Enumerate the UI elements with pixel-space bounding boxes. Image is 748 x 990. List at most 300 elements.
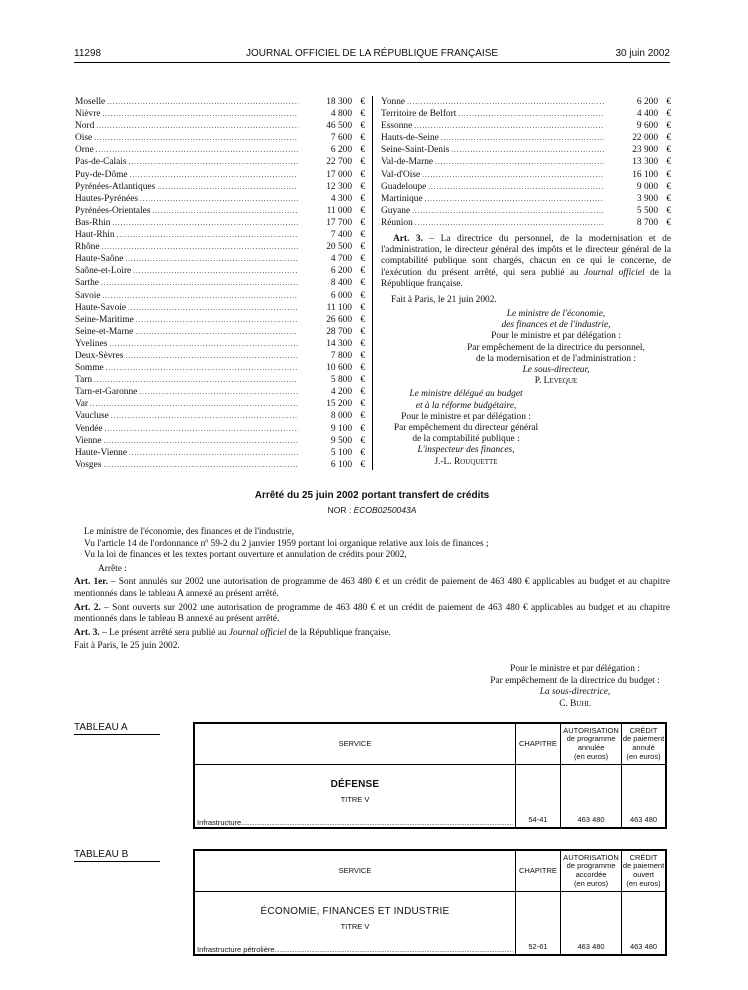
department-name: Savoie — [75, 290, 101, 301]
amount-row — [381, 181, 671, 193]
amount-value: 6 200 — [636, 97, 658, 107]
header-service: SERVICE — [194, 850, 515, 892]
amount-row — [381, 120, 671, 132]
titre-label: TITRE V — [340, 922, 370, 931]
dot-leader — [415, 217, 604, 229]
dot-leader — [153, 205, 299, 217]
dot-leader — [125, 350, 298, 362]
header-autorisation-l1: AUTORISATION — [563, 725, 619, 735]
currency-unit: € — [360, 350, 365, 361]
dot-leader — [96, 144, 298, 156]
decree-minister: Le ministre de l'économie, des finances et de l'industrie, — [84, 527, 295, 537]
amount-value: 9 600 — [636, 121, 658, 132]
currency-unit: € — [360, 363, 365, 374]
dot-leader — [129, 447, 298, 459]
dot-leader — [90, 398, 298, 410]
dot-leader — [104, 435, 298, 447]
nor-reference — [74, 505, 670, 515]
amount-value: 4 800 — [330, 109, 352, 120]
tableau-b — [193, 849, 667, 956]
decree-signatory-name: C. Buhl — [559, 698, 591, 709]
amount-value: 7 800 — [330, 350, 352, 361]
amount-row — [381, 217, 671, 229]
amount-row — [75, 459, 365, 471]
department-name: Seine-et-Marne — [75, 326, 134, 337]
amount-row — [75, 229, 365, 241]
amount-value: 8 400 — [330, 278, 352, 289]
amount-value: 13 300 — [632, 157, 658, 168]
department-name: Val-d'Oise — [381, 169, 421, 180]
dot-leader — [407, 96, 604, 108]
currency-unit: € — [666, 109, 671, 120]
department-name: Pyrénées-Atlantiques — [75, 181, 156, 192]
department-name: Vosges — [75, 459, 102, 470]
tableau-a — [193, 722, 667, 829]
header-chapitre: CHAPITRE — [515, 850, 560, 892]
dot-leader — [130, 169, 298, 181]
dot-leader — [136, 314, 298, 326]
currency-unit: € — [360, 375, 365, 386]
currency-unit: € — [360, 447, 365, 458]
dot-leader — [428, 181, 604, 193]
journal-title: JOURNAL OFFICIEL DE LA RÉPUBLIQUE FRANÇAISE — [245, 48, 499, 59]
department-name: Territoire de Belfort — [381, 109, 457, 120]
currency-unit: € — [666, 217, 671, 228]
amount-row — [75, 362, 365, 374]
amount-row — [75, 193, 365, 205]
decree-impediment: Par empêchement de la directrice du budget : — [490, 675, 660, 686]
dot-leader — [412, 205, 604, 217]
minister-delegate-title-2: et à la réforme budgétaire, — [415, 400, 517, 411]
right-column — [381, 96, 671, 468]
dot-leader — [451, 144, 604, 156]
header-credit-l3: ouvert — [633, 870, 654, 879]
department-name: Tarn-et-Garonne — [75, 387, 138, 398]
department-name: Hauts-de-Seine — [381, 133, 439, 144]
amount-row — [75, 205, 365, 217]
currency-unit: € — [360, 423, 365, 434]
dot-leader — [103, 290, 298, 302]
chapitre-value: 54-41 — [515, 765, 560, 829]
header-rule — [74, 62, 670, 63]
amount-value: 6 200 — [330, 266, 352, 277]
amount-value: 5 800 — [330, 375, 352, 386]
credit-value: 463 480 — [622, 892, 666, 956]
amount-value: 10 600 — [326, 363, 352, 374]
amount-value: 4 300 — [330, 193, 352, 204]
amount-row — [75, 338, 365, 350]
amount-row — [381, 108, 671, 120]
section-title: DÉFENSE — [330, 779, 380, 790]
decree-signature — [440, 664, 710, 710]
decree-body — [74, 527, 671, 653]
service-line-label: Infrastructure — [197, 818, 242, 827]
credit-value: 463 480 — [622, 765, 666, 829]
amount-value: 6 200 — [330, 145, 352, 156]
dot-leader — [125, 253, 298, 265]
amount-value: 5 500 — [636, 205, 658, 216]
currency-unit: € — [360, 157, 365, 168]
currency-unit: € — [360, 193, 365, 204]
amount-row — [381, 205, 671, 217]
amount-row — [75, 132, 365, 144]
dot-leader — [96, 120, 298, 132]
dot-leader — [103, 108, 298, 120]
journal-reference: Journal officiel — [584, 267, 645, 278]
impediment-line-3: Par empêchement du directeur général — [393, 423, 539, 434]
decree-article-2 — [74, 603, 670, 626]
dot-leader — [105, 423, 298, 435]
department-name: Yonne — [381, 97, 406, 107]
nor-code: ECOB0250043A — [353, 505, 417, 515]
dot-leader — [107, 96, 298, 108]
department-name: Seine-Maritime — [75, 314, 134, 325]
amount-value: 4 200 — [330, 387, 352, 398]
dot-leader — [133, 265, 298, 277]
decree-title: Arrêté du 25 juin 2002 portant transfert de crédits — [254, 490, 490, 501]
article-text-end: de la République française. — [381, 267, 671, 289]
amount-row — [75, 120, 365, 132]
currency-unit: € — [666, 133, 671, 144]
amount-row — [75, 265, 365, 277]
currency-unit: € — [360, 411, 365, 422]
signature-block-2 — [381, 389, 551, 467]
department-name: Saône-et-Loire — [75, 266, 132, 277]
signatory-name-2: J.-L. Rouquette — [434, 456, 498, 467]
currency-unit: € — [360, 302, 365, 313]
amount-row — [381, 193, 671, 205]
decree-arrete: Arrête : — [98, 563, 127, 574]
impediment-line-4: de la comptabilité publique : — [412, 434, 520, 445]
currency-unit: € — [360, 278, 365, 289]
department-name: Rhône — [75, 242, 100, 253]
currency-unit: € — [666, 169, 671, 180]
header-chapitre: CHAPITRE — [515, 723, 560, 765]
dot-leader — [111, 410, 298, 422]
dot-leader — [109, 338, 298, 350]
article-3-first-decree — [381, 234, 671, 290]
dot-leader — [103, 459, 298, 471]
signatory-title: Le sous-directeur, — [522, 365, 590, 376]
amount-value: 22 700 — [326, 157, 352, 168]
currency-unit: € — [360, 145, 365, 156]
amount-value: 16 100 — [632, 169, 658, 180]
amount-row — [75, 96, 365, 108]
amount-row — [381, 96, 671, 108]
amount-row — [75, 253, 365, 265]
department-name: Nord — [75, 121, 95, 132]
amount-value: 11 000 — [326, 205, 352, 216]
dot-leader — [414, 120, 604, 132]
currency-unit: € — [360, 459, 365, 470]
amount-value: 3 900 — [636, 193, 658, 204]
department-name: Vaucluse — [75, 411, 109, 422]
currency-unit: € — [666, 181, 671, 192]
autorisation-value: 463 480 — [561, 892, 622, 956]
department-name: Bas-Rhin — [75, 217, 111, 228]
amount-row — [75, 290, 365, 302]
header-autorisation-l2: de programme — [566, 734, 616, 744]
header-credit-l1: CRÉDIT — [629, 725, 658, 735]
currency-unit: € — [360, 290, 365, 301]
right-amounts-list — [381, 96, 671, 229]
header-credit — [622, 723, 666, 765]
department-name: Val-de-Marne — [381, 157, 434, 168]
amount-row — [75, 169, 365, 181]
amount-row — [381, 132, 671, 144]
amount-row — [75, 217, 365, 229]
amount-row — [75, 374, 365, 386]
amount-value: 6 000 — [330, 290, 352, 301]
department-name: Somme — [75, 363, 104, 374]
header-autorisation-l2: de programme — [566, 861, 616, 871]
journal-reference-2: Journal officiel — [228, 627, 287, 638]
currency-unit: € — [360, 205, 365, 216]
minister-title-2: des finances et de l'industrie, — [501, 320, 611, 331]
amount-row — [381, 169, 671, 181]
service-cell — [194, 892, 515, 956]
currency-unit: € — [360, 314, 365, 325]
header-credit-l4: (en euros) — [626, 751, 661, 761]
decree-signatory-title: La sous-directrice, — [539, 687, 611, 698]
department-name: Var — [75, 399, 89, 410]
amount-value: 5 100 — [330, 447, 352, 458]
minister-title: Le ministre de l'économie, — [506, 309, 606, 320]
department-name: Deux-Sèvres — [75, 350, 124, 361]
amount-row — [75, 435, 365, 447]
service-line — [195, 818, 515, 827]
currency-unit: € — [360, 109, 365, 120]
impediment-line: Par empêchement de la directrice du personnel, — [467, 342, 645, 353]
dot-leader — [135, 326, 298, 338]
amount-row — [75, 277, 365, 289]
department-name: Tarn — [75, 375, 93, 386]
amount-value: 20 500 — [326, 242, 352, 253]
tableau-b-label: TABLEAU B — [74, 849, 160, 862]
amount-value: 6 100 — [330, 459, 352, 470]
department-name: Pas-de-Calais — [75, 157, 127, 168]
amount-row — [75, 447, 365, 459]
amount-row — [75, 410, 365, 422]
currency-unit: € — [360, 242, 365, 253]
department-name: Essonne — [381, 121, 413, 132]
header-autorisation-l4: (en euros) — [573, 878, 609, 888]
article-text: – La directrice du personnel, de la modernisation et de l'administration, le directeur général des impôts et le directeur général de la comptabilité publique sont chargés, chacun en ce qui le concerne, de l'exécution du présent arrêté, qui sera publié au — [381, 234, 671, 278]
department-name: Nièvre — [75, 109, 101, 120]
department-name: Pyrénées-Orientales — [75, 205, 151, 216]
page-header — [74, 46, 670, 62]
header-credit-l1: CRÉDIT — [629, 852, 658, 862]
department-name: Haute-Saône — [75, 254, 124, 265]
department-name: Moselle — [75, 97, 106, 107]
dot-leader — [101, 277, 298, 289]
article-2-text: – Sont ouverts sur 2002 une autorisation de programme de 463 480 € et un crédit de paiement de 463 480 € applicables au budget et au chapitre mentionnés dans le tableau B annexé au présent arrêté. — [74, 602, 670, 625]
amount-row — [75, 423, 365, 435]
amount-row — [75, 181, 365, 193]
currency-unit: € — [360, 338, 365, 349]
article-1-text: – Sont annulés sur 2002 une autorisation de programme de 463 480 € et un crédit de paiement de 463 480 € applicables au budget et au chapitre mentionnés dans le tableau A annexé au présent arrêté. — [74, 577, 671, 599]
dot-leader — [129, 156, 298, 168]
currency-unit: € — [360, 181, 365, 192]
amount-value: 4 700 — [330, 254, 352, 265]
amount-row — [381, 144, 671, 156]
dot-leader — [101, 241, 298, 253]
amount-value: 9 100 — [330, 423, 352, 434]
article-3-text: – Le présent arrêté sera publié au — [99, 627, 229, 638]
service-line — [195, 945, 515, 954]
currency-unit: € — [666, 205, 671, 216]
amount-row — [75, 326, 365, 338]
dot-leader — [112, 217, 298, 229]
header-credit — [622, 850, 666, 892]
dot-leader — [441, 132, 604, 144]
currency-unit: € — [666, 145, 671, 156]
amount-row — [75, 241, 365, 253]
amount-value: 9 000 — [636, 181, 658, 192]
decree-visa-2: Vu la loi de finances et les textes portant ouverture et annulation de crédits pour 2002, — [84, 550, 407, 561]
dot-leader — [106, 362, 298, 374]
header-service: SERVICE — [194, 723, 515, 765]
signatory-name: P. Leveque — [534, 376, 578, 387]
dot-leader — [139, 386, 298, 398]
amount-row — [75, 398, 365, 410]
header-credit-l2: de paiement — [622, 734, 665, 744]
decree-article-3 — [74, 628, 670, 640]
currency-unit: € — [360, 169, 365, 180]
article-3-label: Art. 3. — [74, 627, 100, 638]
currency-unit: € — [360, 133, 365, 144]
article-label: Art. 3. — [393, 234, 423, 245]
amount-row — [75, 108, 365, 120]
amount-value: 22 000 — [632, 133, 658, 144]
amount-value: 4 400 — [636, 109, 658, 120]
department-name: Sarthe — [75, 278, 99, 289]
amount-value: 23 900 — [632, 145, 658, 156]
currency-unit: € — [360, 217, 365, 228]
currency-unit: € — [360, 230, 365, 241]
decree-place-date: Fait à Paris, le 25 juin 2002. — [74, 641, 180, 652]
department-name: Seine-Saint-Denis — [381, 145, 450, 156]
delegation-line: Pour le ministre et par délégation : — [491, 331, 621, 342]
amount-value: 7 400 — [330, 230, 352, 241]
decree-visa-1: Vu l'article 14 de l'ordonnance nº 59-2 du 2 janvier 1959 portant loi organique relative aux lois de finances ; — [84, 538, 489, 549]
department-name: Puy-de-Dôme — [75, 169, 128, 180]
amount-value: 26 600 — [326, 314, 352, 325]
currency-unit: € — [360, 387, 365, 398]
amount-row — [75, 314, 365, 326]
signatory-title-2: L'inspecteur des finances, — [417, 445, 515, 456]
decree-delegation: Pour le ministre et par délégation : — [510, 664, 640, 674]
currency-unit: € — [360, 435, 365, 446]
minister-delegate-title: Le ministre délégué au budget — [409, 389, 523, 400]
dot-leader — [128, 302, 298, 314]
column-divider — [372, 96, 373, 470]
impediment-line-2: de la modernisation et de l'administration : — [476, 353, 636, 364]
amount-value: 15 200 — [326, 399, 352, 410]
amount-row — [75, 156, 365, 168]
department-name: Haut-Rhin — [75, 230, 115, 241]
amount-row — [75, 386, 365, 398]
currency-unit: € — [360, 97, 365, 107]
service-cell — [194, 765, 515, 829]
currency-unit: € — [360, 326, 365, 337]
dot-leader — [435, 156, 604, 168]
amount-row — [381, 156, 671, 168]
amount-value: 8 000 — [330, 411, 352, 422]
service-line-label: Infrastructure pétrolière — [197, 945, 275, 954]
dot-leader — [94, 132, 298, 144]
currency-unit: € — [666, 97, 671, 107]
header-autorisation-l4: (en euros) — [573, 751, 609, 761]
amount-value: 8 700 — [636, 217, 658, 228]
header-credit-l4: (en euros) — [626, 878, 661, 888]
dot-leader — [458, 108, 604, 120]
header-autorisation — [561, 850, 622, 892]
dot-leader — [425, 193, 604, 205]
signature-block-1 — [381, 309, 671, 387]
currency-unit: € — [360, 266, 365, 277]
dot-leader — [140, 193, 298, 205]
section-title: ÉCONOMIE, FINANCES ET INDUSTRIE — [260, 906, 450, 917]
article-3-text-end: de la République française. — [286, 627, 391, 638]
department-name: Guadeloupe — [381, 181, 427, 192]
amount-value: 28 700 — [326, 326, 352, 337]
left-amounts-column — [75, 96, 365, 471]
amount-row — [75, 302, 365, 314]
amount-row — [75, 144, 365, 156]
currency-unit: € — [360, 399, 365, 410]
amount-row — [75, 350, 365, 362]
amount-value: 14 300 — [326, 338, 352, 349]
amount-value: 12 300 — [326, 181, 352, 192]
dot-leader — [117, 229, 298, 241]
department-name: Vendée — [75, 423, 103, 434]
currency-unit: € — [360, 121, 365, 132]
page-number: 11298 — [74, 48, 102, 59]
header-autorisation — [561, 723, 622, 765]
currency-unit: € — [666, 193, 671, 204]
dot-leader — [157, 181, 298, 193]
department-name: Yvelines — [75, 338, 108, 349]
header-credit-l3: annulé — [632, 743, 655, 752]
department-name: Haute-Savoie — [75, 302, 127, 313]
department-name: Vienne — [75, 435, 102, 446]
amount-value: 7 600 — [330, 133, 352, 144]
chapitre-value: 52-61 — [515, 892, 560, 956]
header-autorisation-l3: accordée — [575, 870, 607, 879]
issue-date: 30 juin 2002 — [615, 48, 670, 59]
tableau-a-label: TABLEAU A — [74, 722, 160, 735]
currency-unit: € — [360, 254, 365, 265]
amount-value: 46 500 — [326, 121, 352, 132]
autorisation-value: 463 480 — [561, 765, 622, 829]
article-2-label: Art. 2. — [74, 602, 101, 613]
dot-leader — [422, 169, 604, 181]
decree-article-1 — [74, 577, 670, 600]
place-date: Fait à Paris, le 21 juin 2002. — [391, 295, 497, 306]
header-autorisation-l1: AUTORISATION — [563, 852, 619, 862]
delegation-line-2: Pour le ministre et par délégation : — [401, 411, 531, 422]
currency-unit: € — [666, 121, 671, 132]
department-name: Guyane — [381, 205, 411, 216]
titre-label: TITRE V — [340, 795, 370, 804]
department-name: Oise — [75, 133, 93, 144]
header-credit-l2: de paiement — [622, 861, 665, 871]
header-autorisation-l3: annulée — [577, 743, 605, 752]
article-1-label: Art. 1er. — [74, 577, 108, 588]
department-name: Hautes-Pyrénées — [75, 193, 138, 204]
currency-unit: € — [666, 157, 671, 168]
